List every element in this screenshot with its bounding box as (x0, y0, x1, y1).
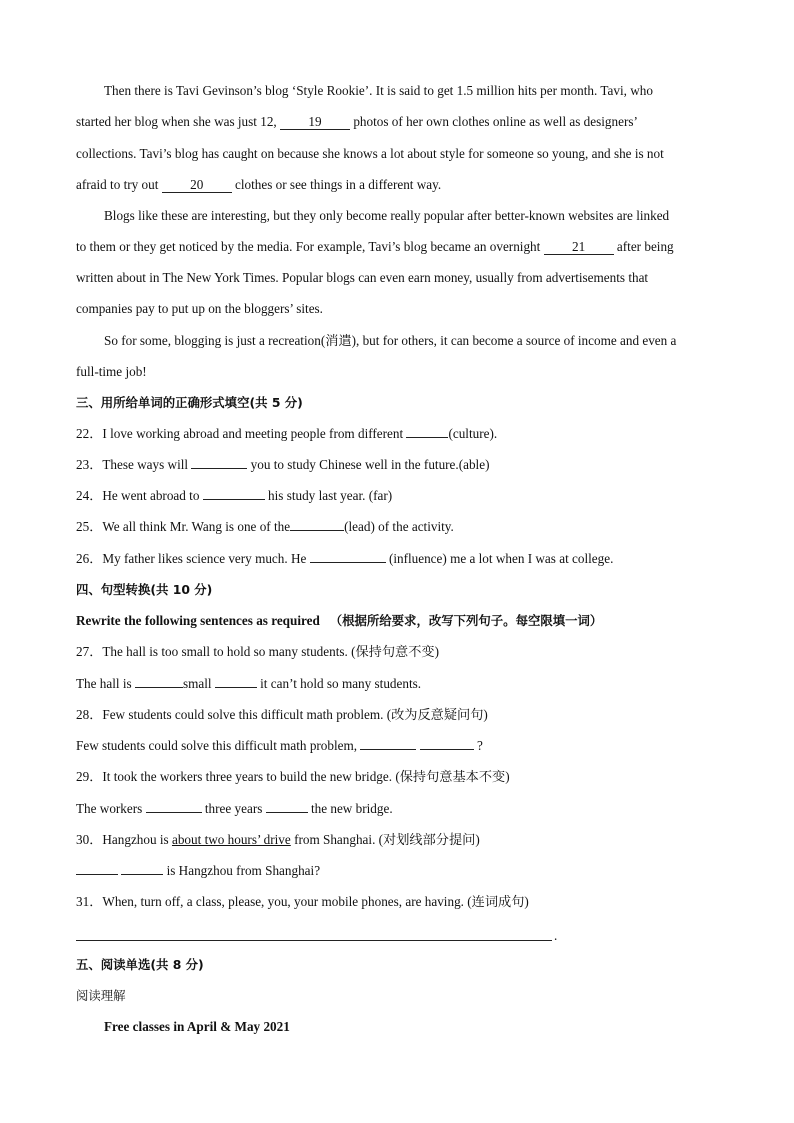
passage-line: companies pay to put up on the bloggers’ sites. (76, 301, 323, 316)
question-text: 26．My father likes science very much. He (76, 551, 310, 566)
instruction (76, 612, 602, 630)
answer-blank-20[interactable]: 20 (162, 178, 232, 193)
answer-30 (76, 862, 320, 880)
answer-blank-19[interactable]: 19 (280, 115, 350, 130)
answer-blank-27a[interactable] (135, 687, 183, 688)
passage-line: Then there is Tavi Gevinson’s blog ‘Style Rookie’. It is said to get 1.5 million hits per month. Tavi, who (104, 83, 653, 98)
passage-line: full-time job! (76, 364, 147, 379)
question-text: you to study Chinese well in the future.(able) (247, 457, 490, 472)
answer-blank-24[interactable] (203, 499, 265, 500)
passage-text: photos of her own clothes online as well as designers’ (350, 114, 638, 129)
answer-blank-22[interactable] (406, 437, 448, 438)
passage-line (76, 176, 441, 194)
question-26 (76, 550, 613, 568)
question-24 (76, 487, 392, 505)
answer-blank-26[interactable] (310, 562, 386, 563)
passage-text: after being (613, 239, 674, 254)
passage-line: written about in The New York Times. Popular blogs can even earn money, usually from advertisements that (76, 270, 649, 285)
question-text: his study last year. (far) (264, 488, 393, 503)
question-text: 30．Hangzhou is (76, 832, 172, 847)
question-text: (culture). (448, 426, 498, 441)
answer-blank-28a[interactable] (360, 749, 416, 750)
answer-blank-27b[interactable] (215, 687, 257, 688)
question-25 (76, 518, 454, 536)
reading-heading: Free classes in April & May 2021 (104, 1019, 290, 1034)
answer-blank-30a[interactable] (76, 874, 118, 875)
question-text: 23．These ways will (76, 457, 192, 472)
question-text: 24．He went abroad to (76, 488, 203, 503)
passage-line: collections. Tavi’s blog has caught on because she knows a lot about style for someone so young, and she is not (76, 146, 664, 161)
passage-line (76, 113, 638, 131)
question-30 (76, 831, 480, 849)
question-29: 29．It took the workers three years to build the new bridge. (保持句意基本不变) (76, 769, 510, 784)
question-text: from Shanghai. (对划线部分提问) (290, 832, 480, 847)
answer-29 (76, 800, 393, 818)
question-22 (76, 425, 497, 443)
answer-text: ? (473, 738, 483, 753)
answer-text: three years (201, 801, 266, 816)
answer-text: is Hangzhou from Shanghai? (163, 863, 321, 878)
question-31: 31．When, turn off, a class, please, you, your mobile phones, are having. (连词成句) (76, 894, 529, 909)
answer-text: Few students could solve this difficult math problem, (76, 738, 361, 753)
question-27: 27．The hall is too small to hold so many students. (保持句意不变) (76, 644, 439, 659)
passage-text: clothes or see things in a different way. (231, 177, 442, 192)
passage-line: So for some, blogging is just a recreation(消遣), but for others, it can become a source of income and even a (104, 333, 677, 348)
answer-blank-23[interactable] (191, 468, 247, 469)
question-text: (influence) me a lot when I was at college. (385, 551, 614, 566)
answer-blank-29b[interactable] (266, 812, 308, 813)
answer-text: The hall is (76, 676, 135, 691)
passage-text: afraid to try out (76, 177, 162, 192)
answer-blank-25[interactable] (290, 530, 344, 531)
question-23 (76, 456, 489, 474)
answer-blank-21[interactable]: 21 (544, 240, 614, 255)
answer-blank-28b[interactable] (420, 749, 474, 750)
passage-line (76, 238, 674, 256)
instruction-en: Rewrite the following sentences as required (76, 613, 320, 628)
answer-text: The workers (76, 801, 146, 816)
answer-28 (76, 737, 483, 755)
question-text: 22．I love working abroad and meeting people from different (76, 426, 407, 441)
answer-27 (76, 675, 421, 693)
answer-text: small (182, 676, 215, 691)
section-title: 四、句型转换(共 10 分) (76, 582, 213, 597)
answer-line-end: . (554, 928, 558, 943)
instruction-cn: （根据所给要求，改写下列句子。每空限填一词） (329, 613, 603, 628)
answer-text: it can’t hold so many students. (256, 676, 422, 691)
answer-line-31[interactable] (76, 940, 552, 941)
passage-text: started her blog when she was just 12, (76, 114, 281, 129)
section-subtitle: 阅读理解 (76, 988, 126, 1003)
passage-text: to them or they get noticed by the media. For example, Tavi’s blog became an overnight (76, 239, 544, 254)
question-text: 25．We all think Mr. Wang is one of the (76, 519, 291, 534)
question-28: 28．Few students could solve this difficult math problem. (改为反意疑问句) (76, 707, 488, 722)
section-title: 三、用所给单词的正确形式填空(共 5 分) (76, 395, 303, 410)
answer-blank-30b[interactable] (121, 874, 163, 875)
passage-line: Blogs like these are interesting, but they only become really popular after better-known websites are linked (104, 208, 670, 223)
section-title: 五、阅读单选(共 8 分) (76, 957, 204, 972)
answer-blank-29a[interactable] (146, 812, 202, 813)
question-text: (lead) of the activity. (344, 519, 454, 534)
underlined-phrase: about two hours’ drive (171, 832, 291, 847)
answer-text: the new bridge. (307, 801, 393, 816)
